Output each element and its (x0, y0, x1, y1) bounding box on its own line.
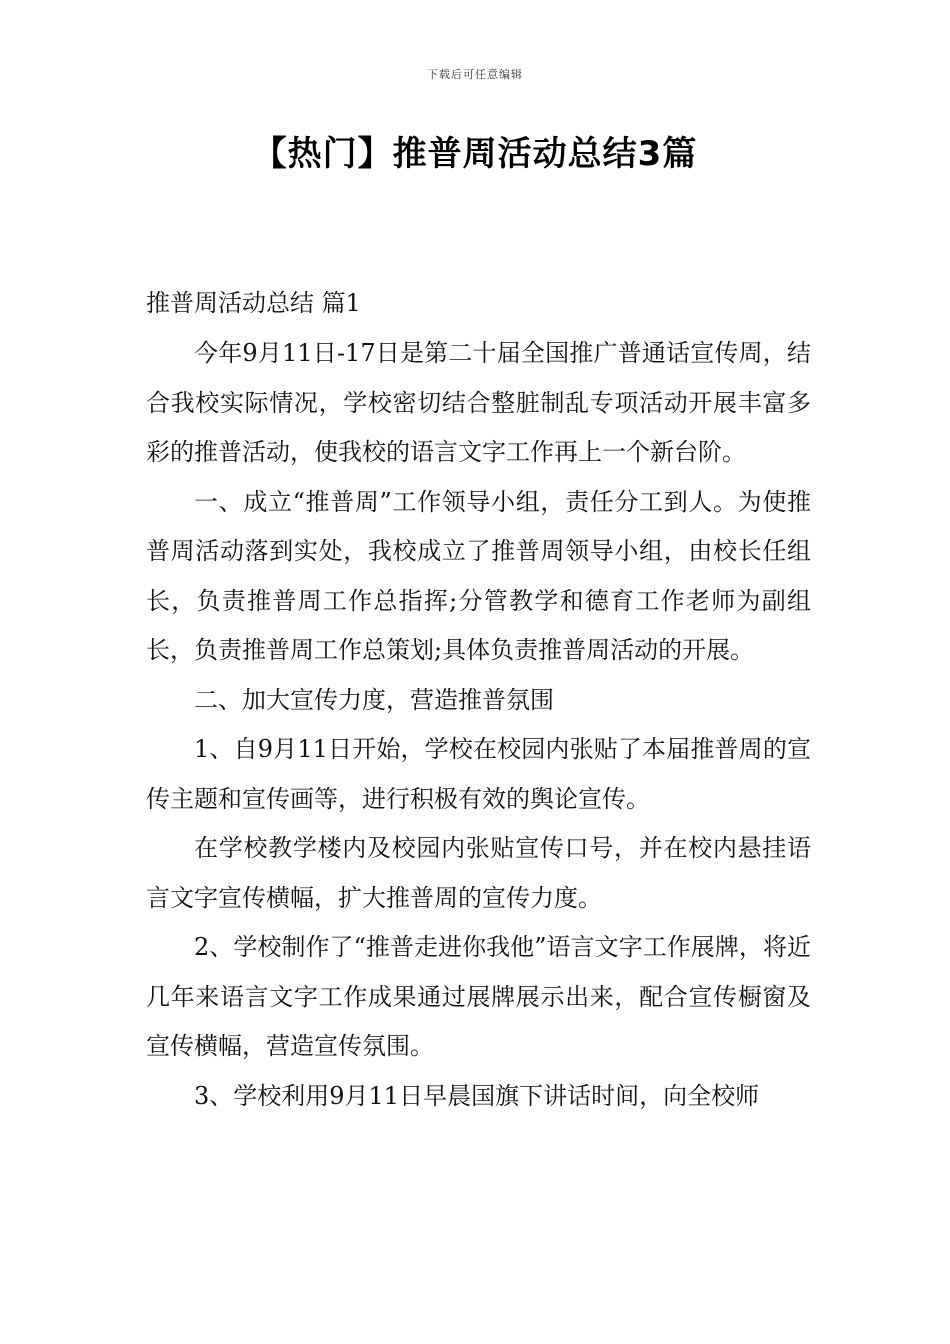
paragraph-item-1: 1、自9月11日开始，学校在校园内张贴了本届推普周的宣传主题和宣传画等，进行积极有效的舆论宣传。 (146, 735, 811, 813)
paragraph-slogans: 在学校教学楼内及校园内张贴宣传口号，并在校内悬挂语言文字宣传横幅，扩大推普周的宣传力度。 (146, 834, 811, 912)
header-note: 下载后可任意编辑 (427, 68, 523, 81)
document-body (146, 279, 811, 1121)
paragraph-leadership-group: 一、成立“推普周”工作领导小组，责任分工到人。为使推普周活动落到实处，我校成立了推普周领导小组，由校长任组长，负责推普周工作总指挥;分管教学和德育工作老师为副组长，负责推普周工作总策划;具体负责推普周活动的开展。 (146, 487, 811, 664)
paragraph-item-3: 3、学校利用9月11日早晨国旗下讲话时间，向全校师 (194, 1081, 760, 1110)
paragraph-publicity-heading: 二、加大宣传力度，营造推普氛围 (194, 685, 554, 714)
paragraph-intro: 今年9月11日-17日是第二十届全国推广普通话宣传周，结合我校实际情况，学校密切结合整脏制乱专项活动开展丰富多彩的推普活动，使我校的语言文字工作再上一个新台阶。 (146, 339, 811, 466)
document-title: 【热门】推普周活动总结3篇 (252, 134, 698, 174)
section-heading: 推普周活动总结 篇1 (146, 289, 361, 317)
paragraph-item-2: 2、学校制作了“推普走进你我他”语言文字工作展牌，将近几年来语言文字工作成果通过展牌展示出来，配合宣传橱窗及宣传横幅，营造宣传氛围。 (146, 933, 811, 1060)
